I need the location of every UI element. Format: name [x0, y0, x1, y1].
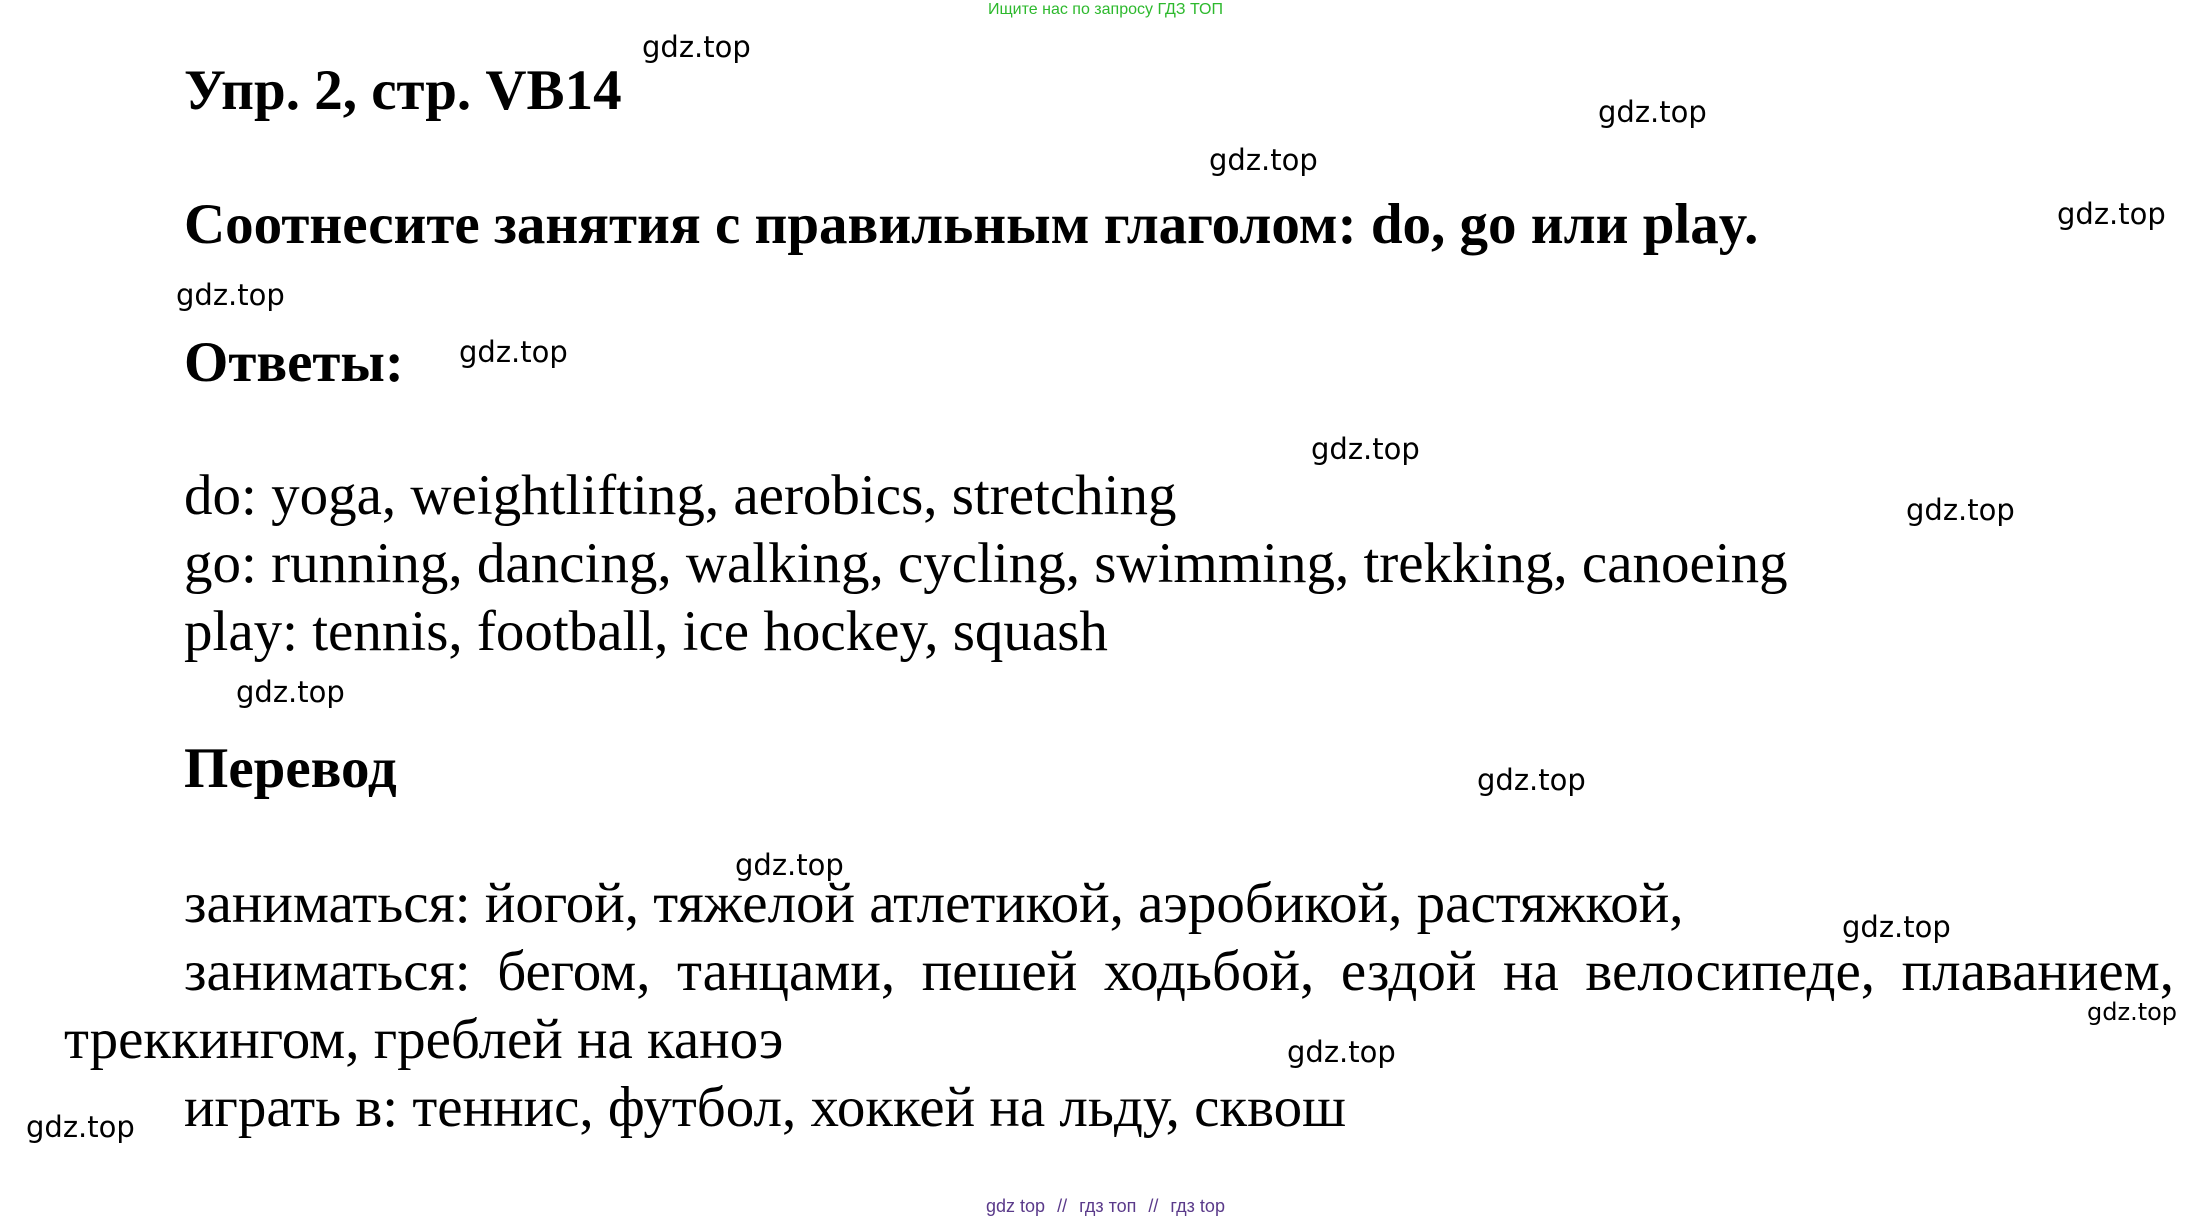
translation-heading: Перевод [184, 737, 397, 800]
answer-do: do: yoga, weightlifting, aerobics, stretching [184, 464, 1177, 527]
answers-list [184, 462, 1788, 666]
watermark: gdz.top [1287, 1035, 1396, 1069]
translation-line-3: треккингом, греблей на каноэ [64, 1008, 784, 1071]
watermark: gdz.top [1209, 143, 1318, 177]
top-note: Ищите нас по запросу ГДЗ ТОП [988, 1, 1223, 18]
task-text: Соотнесите занятия с правильным глаголом: do, go или play. [184, 193, 1759, 256]
watermark: gdz.top [2057, 197, 2166, 231]
footer-link-2[interactable]: гдз топ [1079, 1196, 1137, 1216]
watermark: gdz.top [1906, 493, 2015, 527]
footer-link-3[interactable]: гдз top [1170, 1196, 1225, 1216]
translation-line-4: играть в: теннис, футбол, хоккей на льду, сквош [184, 1076, 1347, 1139]
watermark: gdz.top [1842, 910, 1951, 944]
exercise-title: Упр. 2, стр. VB14 [184, 59, 622, 122]
watermark: gdz.top [735, 848, 844, 882]
footer-links [0, 1196, 2211, 1217]
watermark: gdz.top [459, 335, 568, 369]
watermark: gdz.top [1311, 432, 1420, 466]
watermark: gdz.top [236, 675, 345, 709]
watermark: gdz.top [176, 278, 285, 312]
watermark: gdz.top [1598, 95, 1707, 129]
translation-line-1: заниматься: йогой, тяжелой атлетикой, аэробикой, растяжкой, [184, 872, 1684, 935]
answers-heading: Ответы: [184, 331, 404, 394]
translation-line-2: заниматься: бегом, танцами, пешей ходьбой, ездой на велосипеде, плаванием, [184, 940, 2174, 1003]
answer-play: play: tennis, football, ice hockey, squash [184, 600, 1108, 663]
watermark: gdz.top [2087, 998, 2178, 1026]
answer-go: go: running, dancing, walking, cycling, swimming, trekking, canoeing [184, 532, 1788, 595]
footer-separator: // [1057, 1196, 1068, 1216]
watermark: gdz.top [1477, 763, 1586, 797]
watermark: gdz.top [642, 30, 751, 64]
footer-separator: // [1148, 1196, 1159, 1216]
footer-link-1[interactable]: gdz top [986, 1196, 1046, 1216]
watermark: gdz.top [26, 1110, 135, 1144]
